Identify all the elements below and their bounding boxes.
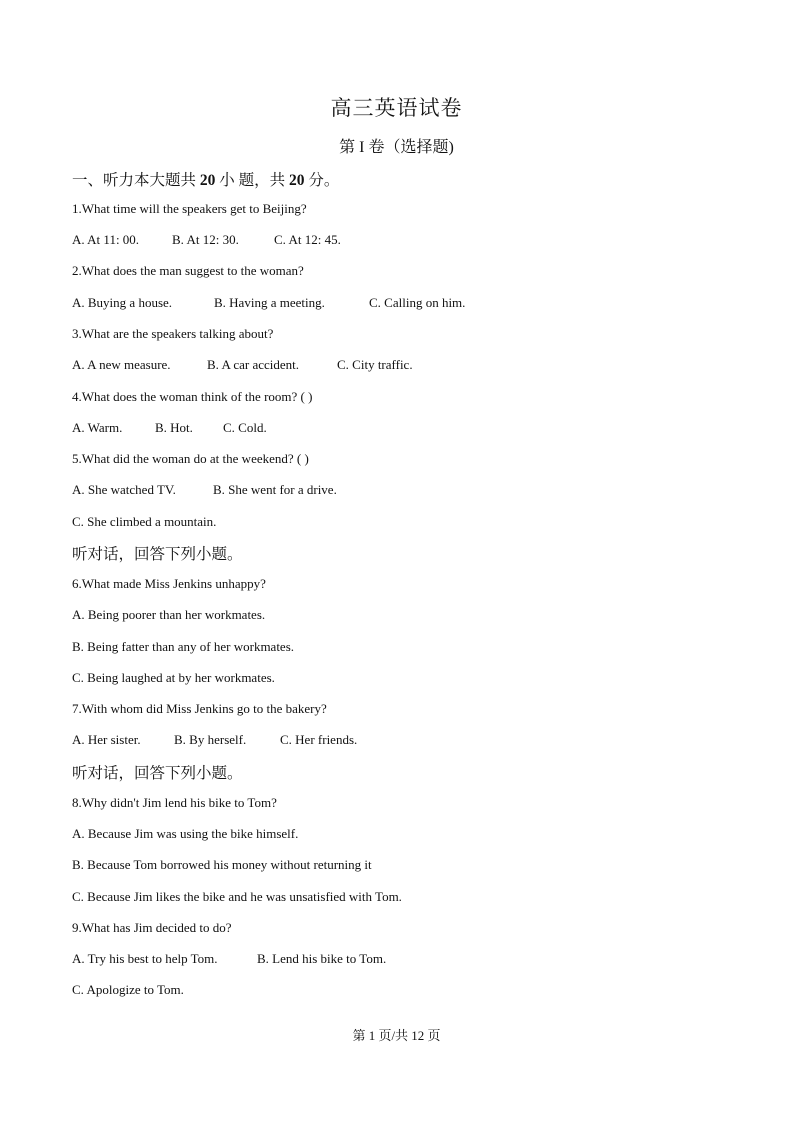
option-a: A. Warm. <box>72 420 123 435</box>
question-6: 6.What made Miss Jenkins unhappy? <box>72 576 266 591</box>
page-subtitle: 第 I 卷（选择题) <box>339 139 454 156</box>
option-b: B. Hot. <box>155 420 193 435</box>
question-2: 2.What does the man suggest to the woman? <box>72 263 304 278</box>
option-c: C. Her friends. <box>280 732 358 747</box>
section-points: 20 <box>289 172 305 189</box>
question-9: 9.What has Jim decided to do? <box>72 920 232 935</box>
question-4-options <box>72 420 267 436</box>
question-4: 4.What does the woman think of the room? ( ) <box>72 389 313 404</box>
question-1: 1.What time will the speakers get to Beijing? <box>72 201 307 216</box>
option-a: A. Because Jim was using the bike himself. <box>72 826 299 841</box>
option-b: B. Because Tom borrowed his money without returning it <box>72 857 372 872</box>
question-1-options <box>72 232 341 248</box>
option-c: C. Cold. <box>223 420 267 435</box>
option-a: A. Her sister. <box>72 732 141 747</box>
page-footer: 第 1 页/共 12 页 <box>352 1028 441 1043</box>
option-a: A. At 11: 00. <box>72 232 140 247</box>
option-c: C. Being laughed at by her workmates. <box>72 670 275 685</box>
option-c: C. Calling on him. <box>369 295 466 310</box>
option-b: B. She went for a drive. <box>213 482 337 497</box>
option-a: A. She watched TV. <box>72 482 176 497</box>
option-a: A. Buying a house. <box>72 295 173 310</box>
question-5: 5.What did the woman do at the weekend? ( ) <box>72 451 309 466</box>
dialog-instruction: 听对话，回答下列小题。 <box>72 765 243 782</box>
option-a: A. Being poorer than her workmates. <box>72 607 266 622</box>
option-b: B. Being fatter than any of her workmates. <box>72 639 295 654</box>
section-heading <box>72 168 339 190</box>
question-9-options <box>72 951 386 967</box>
question-7-options <box>72 732 357 748</box>
question-5-options <box>72 482 337 498</box>
section-suffix: 分。 <box>308 172 340 189</box>
option-c: C. She climbed a mountain. <box>72 514 217 529</box>
section-mid: 小 题，共 <box>219 172 286 189</box>
option-a: A. A new measure. <box>72 357 171 372</box>
dialog-instruction: 听对话，回答下列小题。 <box>72 546 243 563</box>
section-num-questions: 20 <box>199 172 216 189</box>
question-8: 8.Why didn't Jim lend his bike to Tom? <box>72 795 277 810</box>
option-b: B. Lend his bike to Tom. <box>257 951 387 966</box>
option-b: B. By herself. <box>174 732 247 747</box>
question-7: 7.With whom did Miss Jenkins go to the bakery? <box>72 701 327 716</box>
question-2-options <box>72 295 465 311</box>
option-c: C. Because Jim likes the bike and he was unsatisfied with Tom. <box>72 889 402 904</box>
option-c: C. City traffic. <box>337 357 413 372</box>
option-b: B. Having a meeting. <box>214 295 325 310</box>
option-b: B. A car accident. <box>207 357 300 372</box>
option-b: B. At 12: 30. <box>172 232 239 247</box>
question-3-options <box>72 357 413 373</box>
option-c: C. At 12: 45. <box>274 232 341 247</box>
section-prefix: 一、听力本大题共 <box>72 172 197 189</box>
option-a: A. Try his best to help Tom. <box>72 951 218 966</box>
question-3: 3.What are the speakers talking about? <box>72 326 274 341</box>
option-c: C. Apologize to Tom. <box>72 982 184 997</box>
page-title: 高三英语试卷 <box>330 96 463 120</box>
